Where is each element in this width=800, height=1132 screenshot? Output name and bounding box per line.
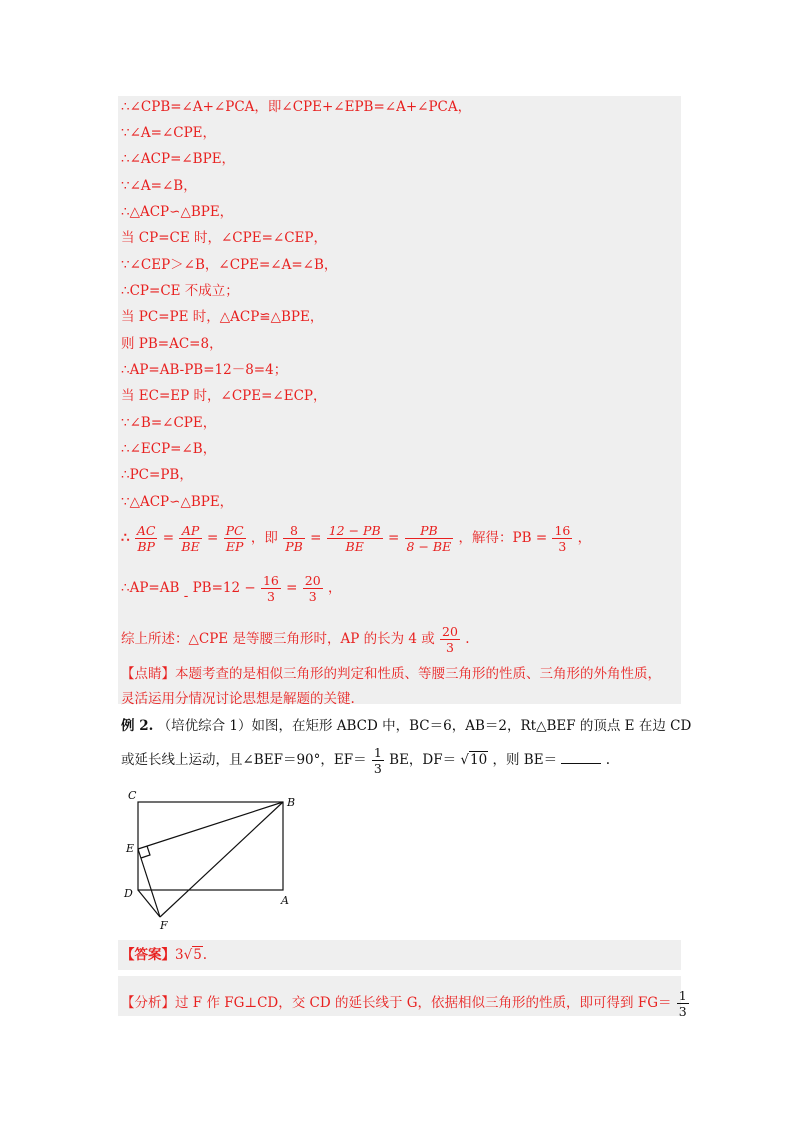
solution-line-8: ∴CP=CE 不成立； bbox=[121, 283, 239, 299]
label-e: E bbox=[126, 842, 135, 855]
solution-line-4: ∵∠A=∠B， bbox=[121, 178, 197, 194]
geometry-figure bbox=[120, 788, 300, 933]
solution-line-3: ∴∠ACP=∠BPE， bbox=[121, 151, 236, 167]
fraction: $\frac{20}{3}$ bbox=[442, 624, 458, 655]
label-a: A bbox=[281, 894, 289, 907]
solution-line-15: ∴PC=PB， bbox=[121, 467, 193, 483]
answer-blank bbox=[561, 749, 601, 764]
segment-ef bbox=[138, 849, 160, 917]
fraction: $\frac{16}{3}$ bbox=[554, 523, 571, 554]
fraction: $\frac{12 - PB}{BE}$ bbox=[328, 523, 381, 554]
example-line-2: 或延长线上运动，且∠BEF＝90°，EF＝ $\frac{1}{3}$ BE，DF＝ √10 ，则 BE＝ . bbox=[121, 745, 610, 776]
label-d: D bbox=[124, 887, 133, 900]
answer-line: 【答案】3√5. bbox=[121, 947, 208, 963]
comment-line-2: 灵活运用分情况讨论思想是解题的关键. bbox=[121, 691, 355, 707]
segment-bf bbox=[160, 802, 283, 917]
solution-line-10: 则 PB=AC=8， bbox=[121, 336, 223, 352]
example-line-1: 例 2. （培优综合 1）如图，在矩形 ABCD 中，BC＝6，AB＝2，Rt△BEF 的顶点 E 在边 CD bbox=[121, 718, 692, 734]
label-f: F bbox=[160, 919, 168, 932]
solution-line-2: ∵∠A=∠CPE， bbox=[121, 125, 217, 141]
fraction: $\frac{8}{PB}$ bbox=[285, 523, 303, 554]
fraction: $\frac{PC}{EP}$ bbox=[225, 523, 244, 554]
solution-line-1: ∴∠CPB=∠A+∠PCA，即∠CPE+∠EPB=∠A+∠PCA， bbox=[121, 99, 472, 115]
fraction: $\frac{20}{3}$ bbox=[304, 573, 321, 604]
label-c: C bbox=[128, 789, 137, 802]
proportion-equation: ∴ $\frac{AC}{BP}$ = $\frac{AP}{BE}$ = $\frac{PC}{EP}$ ，即 $\frac{8}{PB}$ = $\frac{12 - PB}{BE}$ = $\frac{PB}{8 - BE}$ ，解得：PB = $\frac{16}{3}$ ， bbox=[121, 523, 592, 554]
fraction: $\frac{PB}{8 - BE}$ bbox=[406, 523, 452, 554]
example-label: 例 2. bbox=[121, 718, 154, 734]
solution-line-12: 当 EC=EP 时，∠CPE=∠ECP， bbox=[121, 388, 327, 404]
solution-line-11: ∴AP=AB-PB=12－8=4； bbox=[121, 362, 288, 378]
solution-line-5: ∴△ACP∽△BPE， bbox=[121, 204, 234, 220]
fraction: $\frac{16}{3}$ bbox=[262, 573, 279, 604]
fraction: $\frac{AP}{BE}$ bbox=[181, 523, 200, 554]
fraction: $\frac{1}{3}$ bbox=[678, 988, 687, 1019]
solution-line-14: ∴∠ECP=∠B， bbox=[121, 441, 217, 457]
segment-be bbox=[138, 802, 283, 849]
solution-line-9: 当 PC=PE 时，△ACP≌△BPE， bbox=[121, 309, 324, 325]
label-b: B bbox=[287, 796, 296, 809]
conclusion: 综上所述：△CPE 是等腰三角形时，AP 的长为 4 或 $\frac{20}{3}$ . bbox=[121, 624, 470, 655]
ap-equation: ∴AP=AB - PB=12 − $\frac{16}{3}$ = $\frac{20}{3}$ ， bbox=[121, 573, 342, 604]
fraction: $\frac{1}{3}$ bbox=[373, 745, 382, 776]
solution-line-13: ∵∠B=∠CPE， bbox=[121, 415, 217, 431]
solution-line-6: 当 CP=CE 时，∠CPE=∠CEP， bbox=[121, 230, 327, 246]
rectangle-abcd bbox=[138, 802, 283, 890]
solution-line-7: ∵∠CEP＞∠B，∠CPE=∠A=∠B， bbox=[121, 257, 338, 273]
analysis-line: 【分析】过 F 作 FG⊥CD，交 CD 的延长线于 G，依据相似三角形的性质，即可得到 FG＝ $\frac{1}{3}$ bbox=[121, 988, 687, 1019]
segment-df bbox=[138, 890, 160, 917]
solution-line-16: ∵△ACP∽△BPE， bbox=[121, 494, 234, 510]
fraction: $\frac{AC}{BP}$ bbox=[136, 523, 156, 554]
comment-line-1: 【点睛】本题考查的是相似三角形的判定和性质、等腰三角形的性质、三角形的外角性质， bbox=[121, 666, 661, 682]
